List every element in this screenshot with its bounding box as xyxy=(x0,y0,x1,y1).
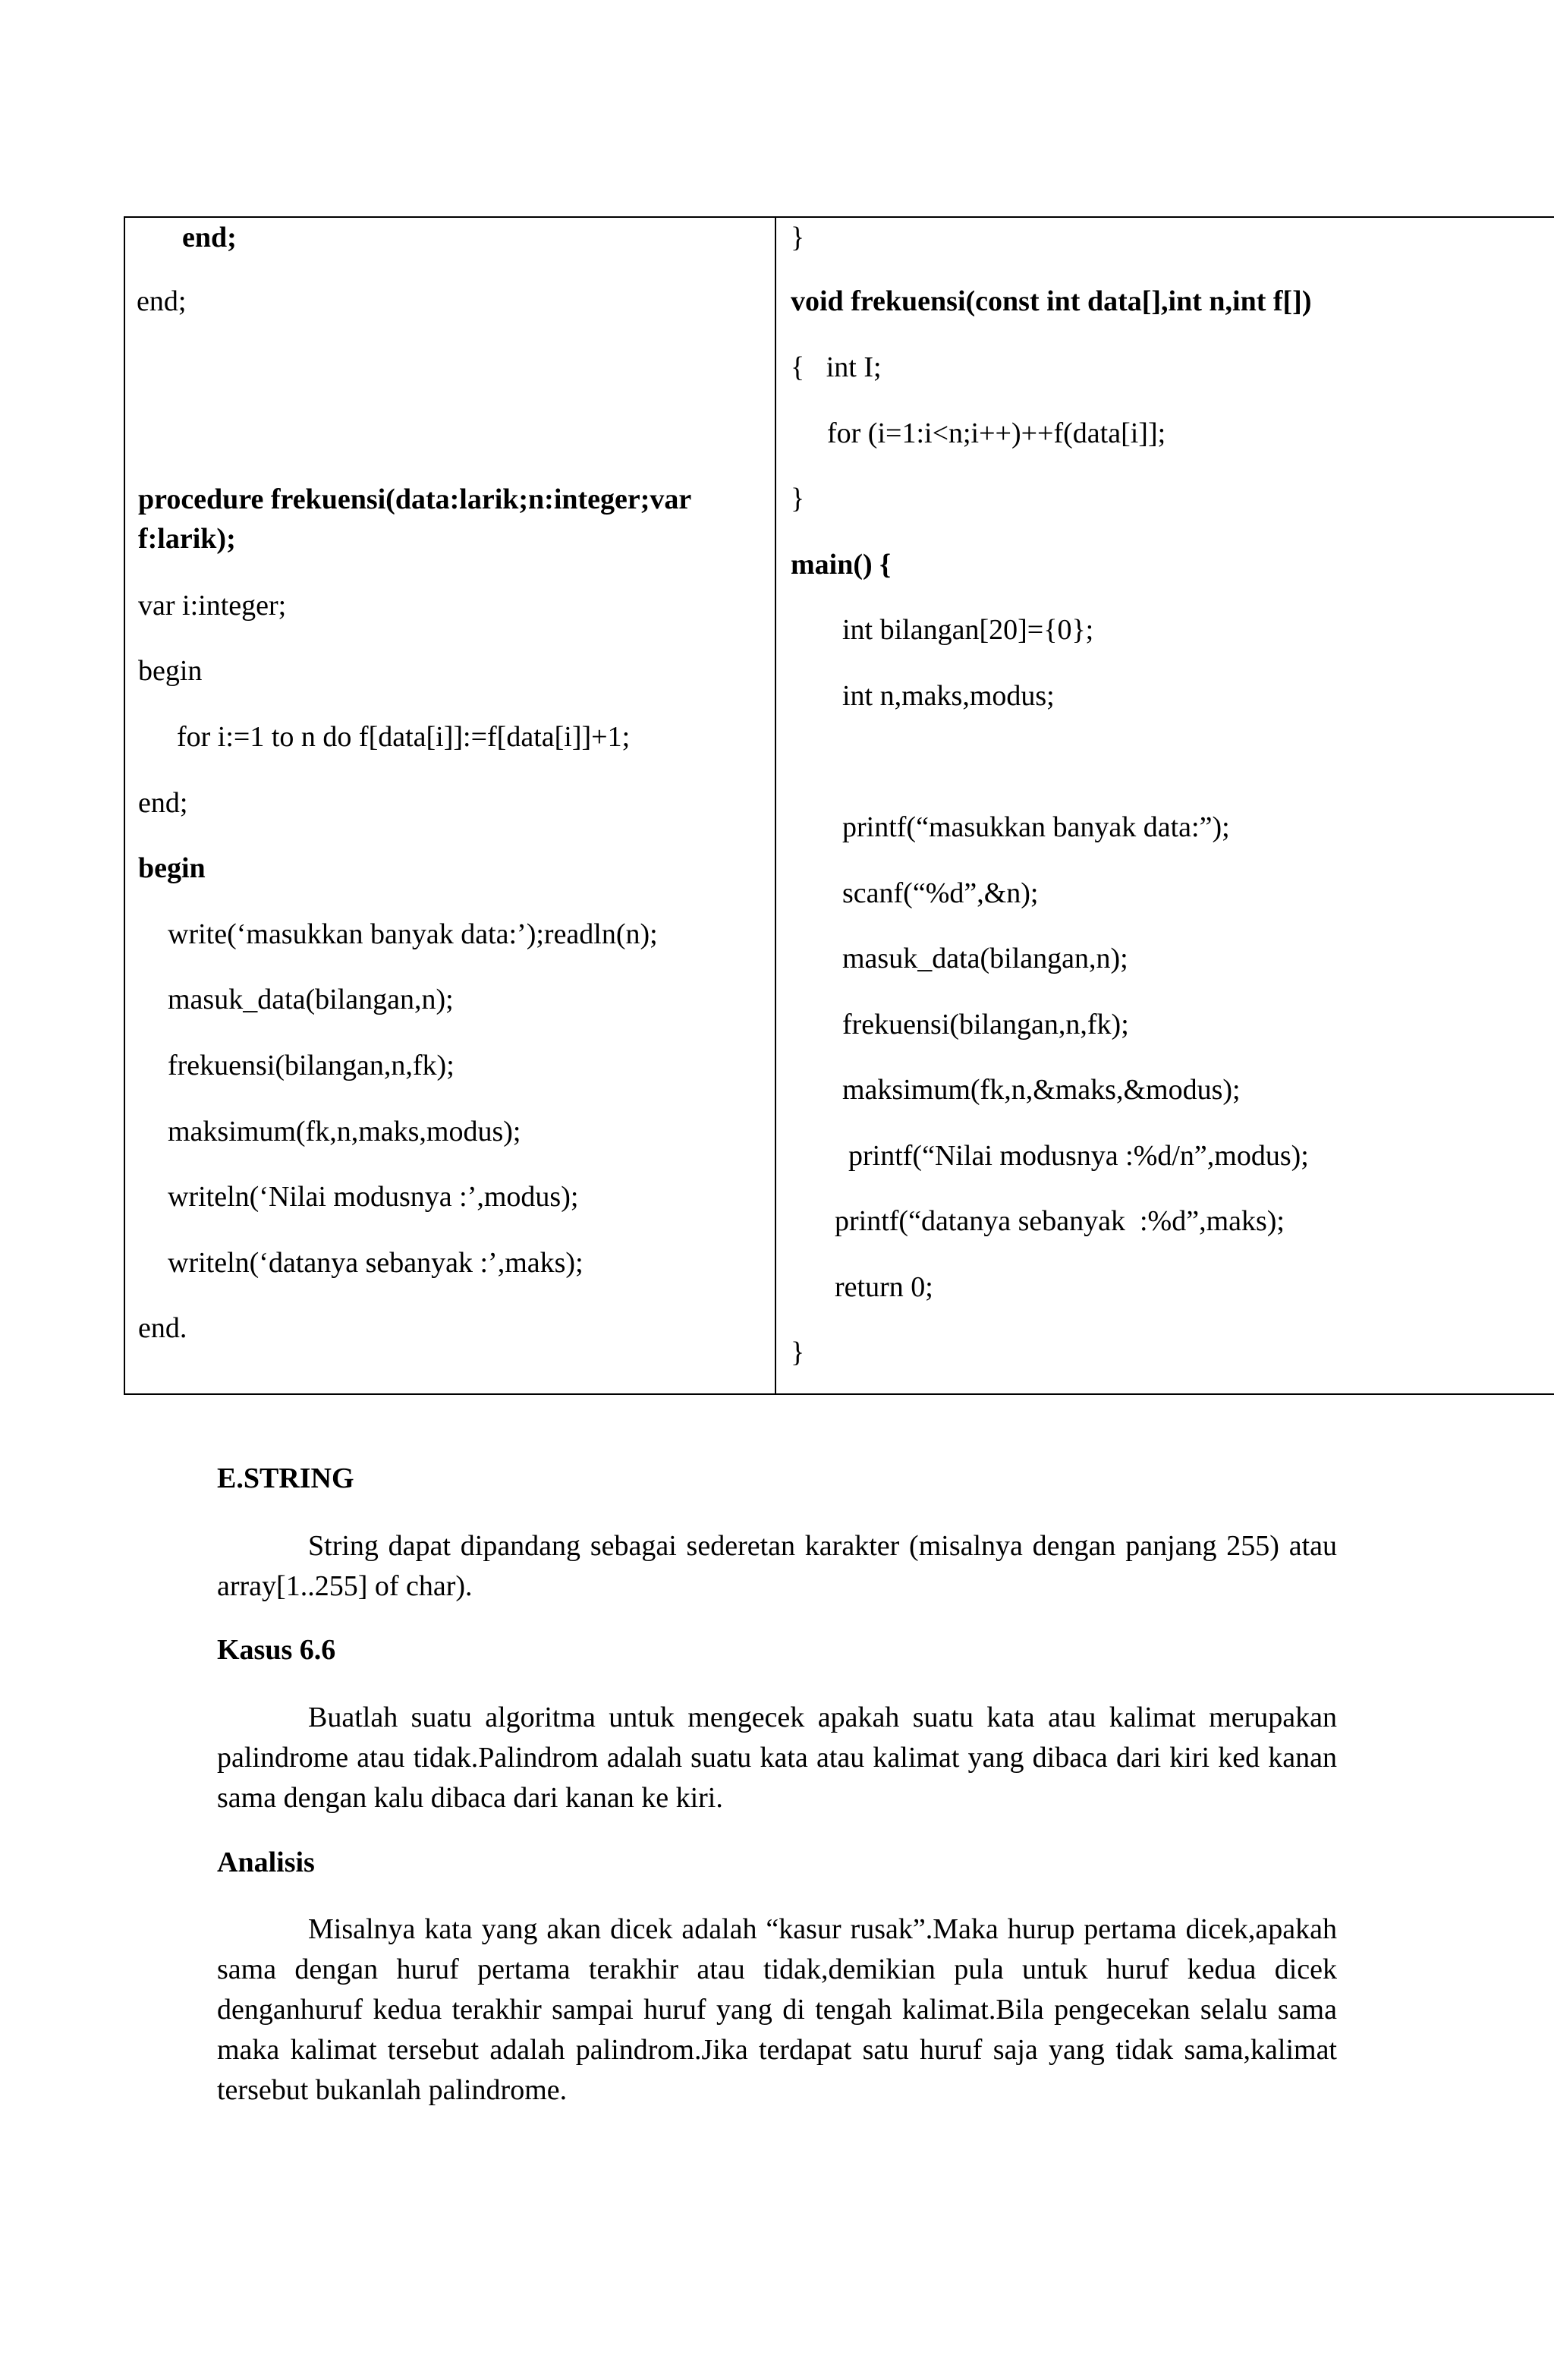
section-heading-string: E.STRING xyxy=(217,1462,354,1494)
code-line-c: int bilangan[20]={0}; xyxy=(842,614,1094,646)
code-line-c: main() { xyxy=(791,549,892,581)
code-line-pascal: masuk_data(bilangan,n); xyxy=(168,984,454,1015)
code-line-pascal: write(‘masukkan banyak data:’);readln(n); xyxy=(168,918,658,950)
code-line-pascal: end. xyxy=(138,1312,187,1344)
code-line-pascal: end; xyxy=(182,222,237,253)
code-line-pascal: f:larik); xyxy=(138,523,236,555)
analysis-paragraph: Misalnya kata yang akan dicek adalah “kasur rusak”.Maka hurup pertama dicek,apakah sama dengan huruf pertama terakhir atau tidak,demikian pula untuk huruf kedua dicek denganhuruf kedua terakhir sampai huruf yang di tengah kalimat.Bila pengecekan selalu sama maka kalimat tersebut adalah palindrom.Jika terdapat satu huruf saja yang tidak sama,kalimat tersebut bukanlah palindrome. xyxy=(217,1913,1337,2106)
analysis-heading: Analisis xyxy=(217,1846,315,1878)
code-line-c: printf(“masukkan banyak data:”); xyxy=(842,811,1230,843)
code-line-c: void frekuensi(const int data[],int n,int f[]) xyxy=(791,285,1312,317)
code-line-c: { int I; xyxy=(791,351,882,383)
code-line-pascal: procedure frekuensi(data:larik;n:integer;var xyxy=(138,483,692,515)
code-line-c: printf(“datanya sebanyak :%d”,maks); xyxy=(835,1205,1285,1237)
code-line-pascal: var i:integer; xyxy=(138,590,287,622)
code-line-c: scanf(“%d”,&n); xyxy=(842,877,1039,909)
code-line-c: frekuensi(bilangan,n,fk); xyxy=(842,1009,1129,1040)
code-line-c: } xyxy=(791,1336,805,1368)
code-line-c: for (i=1:i<n;i++)++f(data[i]]; xyxy=(827,417,1166,449)
code-line-c: } xyxy=(791,483,805,515)
code-line-c: int n,maks,modus; xyxy=(842,680,1055,712)
code-line-pascal: writeln(‘Nilai modusnya :’,modus); xyxy=(168,1181,579,1213)
code-line-pascal: writeln(‘datanya sebanyak :’,maks); xyxy=(168,1247,584,1279)
code-line-pascal: begin xyxy=(138,655,203,687)
code-line-c: maksimum(fk,n,&maks,&modus); xyxy=(842,1074,1241,1106)
case-paragraph: Buatlah suatu algoritma untuk mengecek apakah suatu kata atau kalimat merupakan palindrome atau tidak.Palindrom adalah suatu kata atau kalimat yang dibaca dari kiri ked kanan sama dengan kalu dibaca dari kanan ke kiri. xyxy=(217,1702,1337,1814)
code-line-pascal: maksimum(fk,n,maks,modus); xyxy=(168,1116,521,1148)
code-table-divider xyxy=(775,216,776,1395)
section-paragraph-string: String dapat dipandang sebagai sederetan karakter (misalnya dengan panjang 255) atau array[1..255] of char). xyxy=(217,1530,1337,1602)
code-line-c: printf(“Nilai modusnya :%d/n”,modus); xyxy=(848,1140,1309,1172)
code-line-c: } xyxy=(791,222,805,253)
code-line-pascal: frekuensi(bilangan,n,fk); xyxy=(168,1050,455,1081)
code-line-pascal: for i:=1 to n do f[data[i]]:=f[data[i]]+1; xyxy=(177,721,631,753)
code-line-pascal: begin xyxy=(138,852,206,884)
code-line-pascal: end; xyxy=(138,787,188,819)
case-heading: Kasus 6.6 xyxy=(217,1634,336,1666)
code-line-c: masuk_data(bilangan,n); xyxy=(842,943,1128,974)
code-line-c: return 0; xyxy=(835,1271,933,1303)
code-line-pascal: end; xyxy=(137,285,187,317)
